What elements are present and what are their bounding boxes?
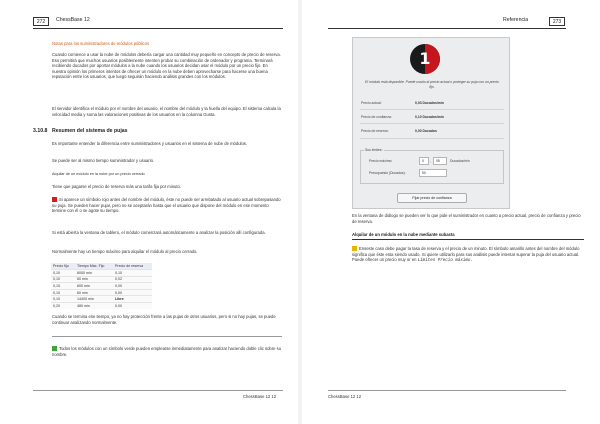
paragraph: Se puede ser al mismo tiempo suministrador y usuario. — [52, 158, 155, 163]
table-cell: 0,20 — [51, 302, 75, 308]
menu-path-text: Límites Precio máximo. — [417, 259, 473, 264]
paragraph: Alquilar de un módulo en la nube por un precio cerrado — [52, 172, 145, 176]
current-price-label: Precio actual: — [361, 101, 382, 105]
paragraph-yellow-symbol — [352, 246, 584, 265]
trust-price-label: Precio de confianza: — [361, 115, 392, 119]
paragraph: Cuando comience a usar la nube de módulos debería cargar una cantidad muy pequeño en concepto de precio de reserva. Eso permitirá que muchos usuarios posiblemente intenten probar su combinación de ordenador y programa. Terminará recibiendo ducados por aportar módulos a la nube cuando los usuarios decidan usar el módulo por un precio fijo. En nuestra opinión los primeros intentos de ofrecer un módulo en la nube deben aprovecharse para hacerse una buena reputación entre los usuarios, que luego seguirán haciendo análisis grandes con los módulos. — [52, 52, 281, 80]
table-cell: 0,10 — [51, 283, 75, 290]
reserve-price-label: Precio de reserva: — [361, 129, 389, 133]
paragraph: Tiene que pagarse el precio de reserva más una tarifa fija por minuto. — [52, 184, 182, 189]
max-price-integer-input[interactable]: 0 — [419, 157, 429, 165]
table-cell: 600 min — [75, 283, 113, 290]
table-row — [51, 302, 152, 308]
footer-rule — [33, 390, 283, 391]
table-cell: 60 min — [75, 276, 113, 283]
table-cell: 0,00 — [113, 302, 152, 308]
column-header: Precio de reserva — [113, 263, 152, 270]
paragraph-green-symbol — [52, 346, 282, 357]
note-heading: Notas para los suministradores de módulos públicos — [52, 41, 150, 46]
table-cell: 0,00 — [113, 283, 152, 290]
page-number: 272 — [33, 17, 49, 26]
table-cell: 0,10 — [51, 270, 75, 277]
max-price-label: Precio máximo: — [369, 159, 393, 163]
table-row — [51, 296, 152, 303]
running-header: Referencia — [503, 17, 529, 23]
trust-price-value: 0,10 Ducados/min — [415, 115, 444, 119]
module-price-dialog — [352, 37, 510, 209]
paragraph-text: Enseste caso debe pagar la tasa de reserva y el precio de un minuto. El símbolo amarillo antes del nombre del módulo significa que éste esta siendo usado. Si quiere utilizarlo para sus análisis puede intentar superar la puja del usuario actual. Puede ofrecer un precio muy or en — [352, 246, 580, 263]
current-price-value: 0,03 Ducados/min — [415, 101, 444, 105]
paragraph: Si está abierta la ventana de tablero, el módulo comenzará automáticamente a analizar la posición allí configurada. — [52, 230, 266, 235]
table-cell: Libre — [113, 296, 152, 303]
subheading-rule — [352, 239, 584, 240]
budget-input[interactable]: 50 — [419, 169, 447, 177]
header-rule — [328, 28, 566, 29]
divider — [360, 109, 504, 110]
paragraph: El servidor identifica el módulo por el nombre del usuario, el nombre del módulo y la huella del equipo. El sistema calcula la velocidad media y suma las valoraciones positivas de los usuarios en la columna Gusta. — [52, 106, 281, 117]
divider — [360, 123, 504, 124]
dialog-info-text: El módulo está disponible. Puede usarlo al precio actual o proteger su puja con un precio fijo. — [365, 80, 499, 89]
page-footer: ChessBase 12 12 — [328, 394, 362, 399]
page-number: 273 — [549, 17, 565, 26]
table-row — [51, 276, 152, 283]
paragraph-text: Si aparece un símbolo rojo antes del nombre del módulo, éste no puede ser arrebatado al usuario actual sobrepasando su puja. Se pueden hacer pujar, pero no se aceptarán hasta que el usuario que dispone del módulo en ese momento termine con él o se agote su tiempo. — [52, 197, 281, 214]
table-row — [51, 289, 152, 296]
column-header: Precio fijo — [51, 263, 75, 270]
table-cell: 60 min — [75, 289, 113, 296]
header-rule — [33, 28, 283, 29]
table-cell: 480 min — [75, 302, 113, 308]
subheading: Alquilar de un módulo en la nube mediante subasta — [352, 232, 455, 237]
budget-label: Presupuesto (Ducados): — [369, 171, 406, 175]
divider — [52, 336, 282, 337]
footer-rule — [328, 390, 566, 391]
table-cell: 0,10 — [113, 270, 152, 277]
decimal-separator: , — [430, 159, 431, 163]
page-footer: ChessBase 12 12 — [243, 394, 277, 399]
paragraph: Cuando se termina ese tiempo, ya no hay protección frente a las pujas de otros usuarios, pero si no hay pujas, se puede continuar analizando normalmente. — [52, 314, 276, 325]
limits-group — [360, 150, 504, 184]
chessbase-logo — [410, 44, 440, 74]
set-trust-price-button[interactable]: Fijar precio de confianza — [397, 193, 467, 203]
section-number: 3.10.8 — [33, 128, 48, 134]
paragraph-text: Todos los módulos con un símbolo verde pueden emplearse inmediatamente para analizar haciendo doble clic sobre su nombre. — [52, 346, 282, 357]
table-cell: 6000 min — [75, 270, 113, 277]
max-price-unit: Ducados/min — [450, 159, 470, 163]
divider — [360, 138, 504, 139]
price-table — [51, 263, 152, 309]
paragraph-red-symbol — [52, 197, 282, 214]
table-cell: 0,10 — [51, 296, 75, 303]
column-header: Tiempo Máx. Fijo — [75, 263, 113, 270]
reserve-price-value: 0,00 Ducados — [415, 129, 437, 133]
table-cell: 0,10 — [51, 276, 75, 283]
paragraph: Normalmente hay un tiempo máximo para alquilar el módulo al precio cerrado. — [52, 249, 198, 254]
paragraph: Es importante entender la diferencia entre suministradores y usuarios en el sistema de nube de módulos. — [52, 141, 248, 146]
table-cell: 0,10 — [51, 289, 75, 296]
table-cell: 14400 min — [75, 296, 113, 303]
table-cell: 0,00 — [113, 289, 152, 296]
max-price-decimal-input[interactable]: 05 — [433, 157, 447, 165]
table-row — [51, 283, 152, 290]
table-cell: 0,02 — [113, 276, 152, 283]
logo-text: 1 — [419, 49, 431, 68]
running-header: ChessBase 12 — [56, 17, 90, 23]
table-row — [51, 270, 152, 277]
group-title: Sus límites: — [365, 148, 383, 152]
section-title: Resumen del sistema de pujas — [52, 128, 128, 134]
paragraph: En la ventana de diálogo se pueden ver lo que pide el suministrador en cuanto a precio actual, precio de confianza y precio de reserva. — [352, 213, 581, 224]
